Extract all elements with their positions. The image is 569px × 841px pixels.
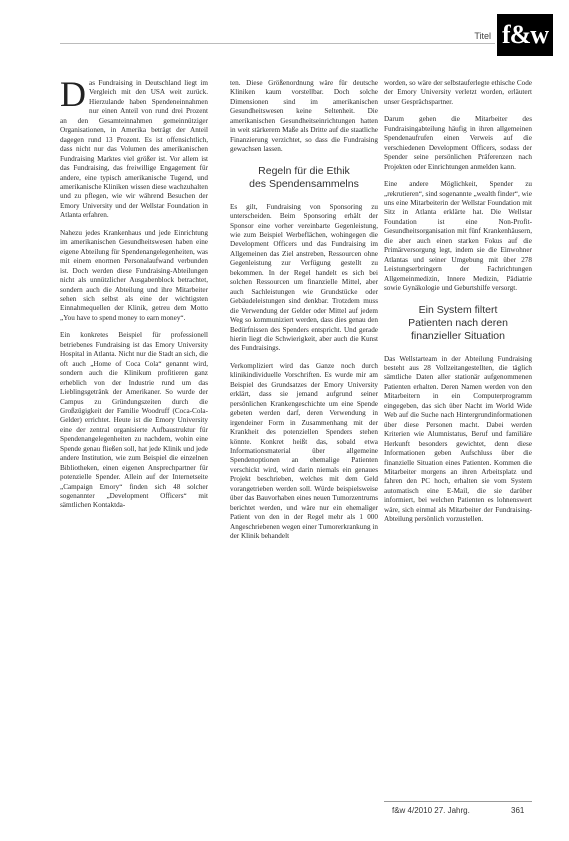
paragraph: Eine andere Möglichkeit, Spender zu „rekrutieren“, sind sogenannte „wealth finder“, wie uns eine Mitarbeiterin der Wellstar Foundation mit Sitz in Atlanta erklärte hat. Die Wellstar Foundation ist eine Non-Profit-Gesundheitsorganisation mit fünf Krankenhäusern, die aber auch einen starken Fokus auf die Primärversorgung legt, indem sie die Einwohner Atlantas und seiner Umgebung mit über 278 Leistungserbringern der Fachrichtungen Allgemeinmedizin, Innere Medizin, Pädiatrie sowie Gynäkologie und Geburtshilfe versorgt. bbox=[384, 180, 532, 293]
paragraph: ten. Diese Größenordnung wäre für deutsche Kliniken kaum vorstellbar. Doch solche Dimensionen sind im amerikanischen Gesundheitswesen keine Seltenheit. Die amerikanischen Gesundheitseinrichtungen hatten in weit stärkerem Maße als Dritte auf die staatliche Finanzierung verzichtet, so dass die Fundraising gewachsen lassen. bbox=[230, 79, 378, 154]
paragraph: Es gilt, Fundraising von Sponsoring zu unterscheiden. Beim Sponsoring erhält der Sponsor eine vorher vereinbarte Gegenleistung, wie zum Beispiel Werbeflächen, wohingegen die Development Officers und das Fundraising im Allgemeinen das Ziel anstreben, Ressourcen ohne Gegenleistung zur Verfügung gestellt zu bekommen. In der Regel handelt es sich bei solchen Ressourcen um finanzielle Mittel, aber auch Sachleistungen wie Grundstücke oder Gebäudeleistungen sind denkbar. Trotzdem muss die Verwendung der Gelder oder Mittel auf jedem Weg so kommuniziert werden, dass dies genau den Bedürfnissen des Spenders entspricht. Und gerade hierin liegt die Schwierigkeit, aber auch die Kunst des Fundraisings. bbox=[230, 202, 378, 353]
subheading bbox=[230, 165, 378, 191]
paragraph: Nahezu jedes Krankenhaus und jede Einrichtung im amerikanischen Gesundheitswesen haben eine eigene Abteilung für Spendenangelegenheiten, was mit einem enormen Personalaufwand verbunden ist. Doch werden diese Fundraising-Abteilungen nicht als unnützlicher Ausgabenblock betrachtet, sondern auch die Abteilung und ihre Mitarbeiter sehen sich selbst als eine der wichtigsten Einnahmequellen der Klinik, getreu dem Motto „You have to spend money to earn money“. bbox=[60, 228, 208, 322]
column-3 bbox=[384, 79, 532, 533]
magazine-logo: f&w bbox=[497, 14, 553, 56]
column-1 bbox=[60, 74, 208, 519]
section-label: Titel bbox=[474, 31, 491, 41]
paragraph: Verkompliziert wird das Ganze noch durch klinikindividuelle Vorschriften. Es wurde mir am Beispiel des Grundsatzes der Emory University erklärt, dass sie jemand aufgrund seiner persönlichen Krankengeschichte um eine Spende gebeten werden darf, deren Verwendung in irgendeiner Form in Zusammenhang mit der Krankheit des potenziellen Spenders stehen könnte. Konkret heißt das, sobald etwa Informationsmaterial über allgemeine Spendenoptionen an ehemalige Patienten verschickt wird, wird darin niemals ein genaues Projekt beschrieben, welches mit dem Geld vorangetrieben werden soll. Würde beispielsweise über das Bauvorhaben eines neuen Tumorzentrums berichtet werden, und wäre nur ein ehemaliger Patient von den in der Regel mehr als 1 000 Angeschriebenen wegen einer Tumorerkrankung in der Klinik behandelt bbox=[230, 361, 378, 541]
paragraph: Das Wellstarteam in der Abteilung Fundraising besteht aus 28 Vollzeitangestellten, die täglich sämtliche Daten aller stationär aufgenommenen Patienten erhalten. Deren Namen werden von den Mitarbeitern in ein Computerprogramm eingegeben, das sich über Nacht im World Wide Web auf die Suche nach Hintergrundinformationen über diese Personen macht. Dabei werden Kriterien wie Alumnistatus, Beruf und familiäre Herkunft besonders gewichtet, denn diese Informationen geben Aufschluss über die finanzielle Situation eines Patienten. Kommen die Mitarbeiter morgens an ihren Arbeitsplatz und fahren den PC hoch, erhalten sie vom System automatisch eine E-Mail, die sie darüber informiert, bei welchen Patienten es lohnenswert wäre, sich einmal als Mitarbeiter der Fundraising-Abteilung persönlich vorzustellen. bbox=[384, 354, 532, 524]
subheading-line: Patienten nach deren bbox=[408, 316, 508, 329]
paragraph: worden, so wäre der selbstauferlegte ethische Code der Emory University verletzt worden, erläutert unser Gesprächspartner. bbox=[384, 79, 532, 106]
intro-paragraph bbox=[60, 74, 208, 221]
issue-info: f&w 4/2010 27. Jahrg. bbox=[392, 806, 470, 815]
header-rule bbox=[60, 43, 495, 44]
footer-rule bbox=[384, 801, 532, 802]
page-number: 361 bbox=[511, 806, 525, 815]
subheading-line: finanzieller Situation bbox=[411, 329, 505, 342]
column-2 bbox=[230, 79, 378, 549]
paragraph: Ein konkretes Beispiel für professionell betriebenes Fundraising ist das Emory University Hospital in Atlanta. Nicht nur die Stadt an sich, die oft auch „Home of Coca Cola“ genannt wird, sondern auch die Klinikum profitieren ganz erheblich von der Industrie rund um das Lieblingsgetränk der Amerikaner. So wurde der Campus zu Gründungszeiten durch die Großzügigkeit der Familie Woodruff (Coca-Cola-Gelder) errichtet. Heute ist die Emory University eine der zentral organisierte Aufbaustruktur für Spendenangelegenheiten zu nachdem, wohin eine Spende genau fließen soll, hat jede Klinik und jede andere Institution, wie zum Beispiel die einzelnen Bibliotheken, einen eigenen Ansprechpartner für potenzielle Spender. Allein auf der Internetseite „Campaign Emory“ finden sich 48 solcher sogenannter „Development Officers“ mit sämtlichen Kontaktda- bbox=[60, 331, 208, 510]
drop-cap: D bbox=[60, 74, 86, 114]
paragraph: Darum gehen die Mitarbeiter des Fundraisingabteilung häufig in ihren allgemeinen Spendenaufrufen einen Verweis auf die verschiedenen Development Officers, sodass der Spender seine persönlichen Präferenzen nach Projekten oder Einrichtungen anmelden kann. bbox=[384, 115, 532, 171]
subheading-line: Ein System filtert bbox=[418, 303, 498, 316]
subheading-line: Regeln für die Ethik bbox=[258, 164, 350, 177]
subheading bbox=[384, 304, 532, 343]
subheading-line: des Spendensammelns bbox=[249, 177, 359, 190]
intro-text: as Fundraising in Deutschland liegt im Vergleich mit den USA weit zurück. Hierzulande haben Spendeneinnahmen nur einen Anteil von rund drei Prozent an den Gesamteinnahmen gemeinnütziger Organisationen, in Amerika beträgt der Anteil dagegen rund 13 Prozent. Es ist offensichtlich, dass nicht nur das Volumen des amerikanischen Fundraising Marktes viel größer ist. Vor allem ist das Fundraising, das freiwillige Engagement für andere, eine typisch amerikanische Tugend, und amerikanische Kliniken wissen diese wachzuhalten und zu pflegen, wie wir während Besuchen der Emory University und der Wellstar Foundation in Atlanta erfahren. bbox=[60, 79, 208, 220]
